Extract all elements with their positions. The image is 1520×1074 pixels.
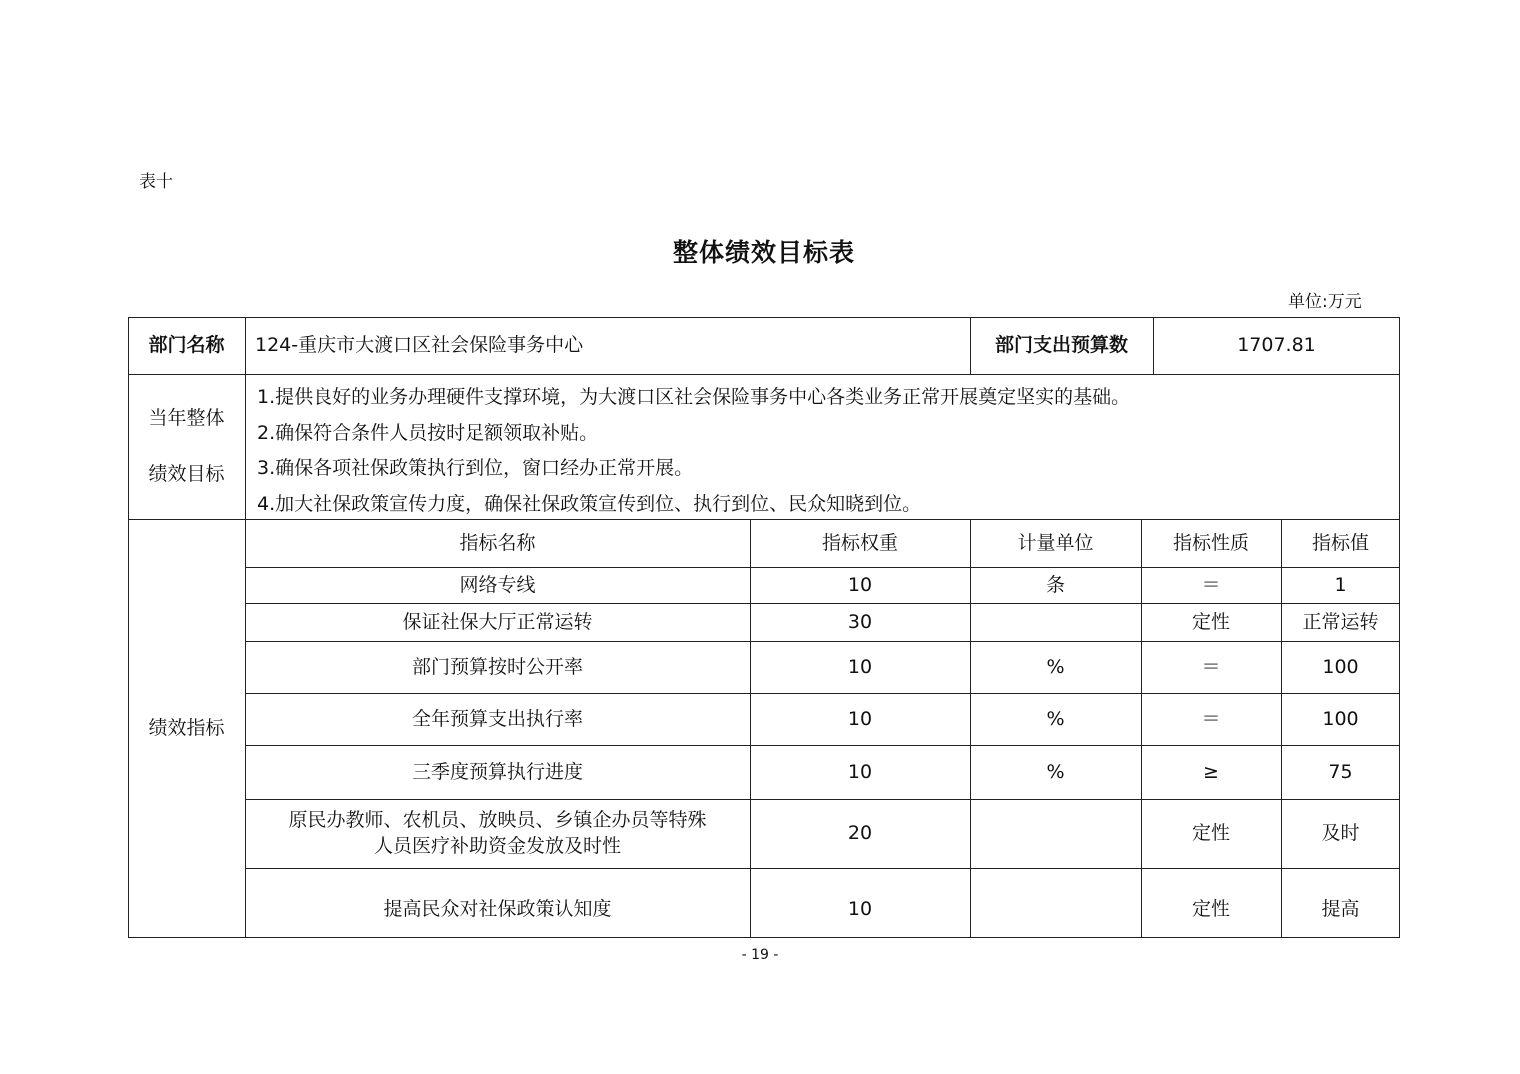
indicator-unit: % [1046,760,1065,783]
budget-value: 1707.81 [1237,334,1316,357]
indicator-weight: 10 [847,760,873,783]
indicator-unit [970,603,1141,641]
indicator-value: 75 [1328,760,1353,783]
dept-name-label: 部门名称 [148,334,225,357]
indicator-name: 三季度预算执行进度 [411,760,583,783]
column-header-weight: 指标权重 [821,531,898,554]
indicator-unit: % [1046,707,1065,730]
goal-item: 2.确保符合条件人员按时足额领取补贴。 [257,421,599,444]
column-header-name: 指标名称 [459,531,536,554]
goals-list [257,380,1387,522]
indicator-nature: 定性 [1191,822,1230,845]
column-header-nature: 指标性质 [1172,531,1249,554]
indicator-weight: 30 [847,610,873,633]
indicator-name-line2: 人员医疗补助资金发放及时性 [373,834,621,857]
indicator-name: 全年预算支出执行率 [411,707,583,730]
indicator-name-line1: 原民办教师、农机员、放映员、乡镇企办员等特殊 [288,808,707,831]
indicator-nature: ＝ [1201,655,1221,678]
indicator-name: 保证社保大厅正常运转 [402,610,593,633]
indicator-value: 及时 [1321,822,1360,845]
indicator-value: 100 [1322,707,1359,730]
unit-label: 单位:万元 [1288,292,1362,312]
column-header-unit: 计量单位 [1017,531,1094,554]
indicator-nature: ≥ [1203,760,1219,783]
page-number: - 19 - [741,947,779,963]
indicator-weight: 10 [847,573,873,596]
budget-label: 部门支出预算数 [994,334,1128,357]
indicator-value: 提高 [1321,897,1360,920]
table-label: 表十 [139,172,173,192]
dept-name-value: 124-重庆市大渡口区社会保险事务中心 [255,334,584,357]
indicator-weight: 20 [847,822,873,845]
indicator-weight: 10 [847,897,873,920]
indicator-name [245,799,750,868]
indicator-nature: ＝ [1201,573,1221,596]
indicators-label: 绩效指标 [148,717,225,740]
goal-item: 1.提供良好的业务办理硬件支撑环境，为大渡口区社会保险事务中心各类业务正常开展奠定坚实的基础。 [257,386,1131,408]
indicator-weight: 10 [847,655,873,678]
indicator-nature: ＝ [1201,707,1221,730]
indicator-value: 100 [1322,655,1359,678]
goals-label [128,374,245,519]
indicator-value: 1 [1334,573,1347,596]
indicator-value: 正常运转 [1302,610,1379,633]
indicator-weight: 10 [847,707,873,730]
goals-label-line2: 绩效目标 [148,462,225,485]
indicator-unit [970,799,1141,868]
indicator-unit: % [1046,655,1065,678]
indicator-nature: 定性 [1191,610,1230,633]
goal-item: 3.确保各项社保政策执行到位，窗口经办正常开展。 [257,457,694,479]
page-title: 整体绩效目标表 [672,238,855,267]
indicator-name: 部门预算按时公开率 [411,655,583,678]
column-header-value: 指标值 [1311,531,1369,554]
indicator-nature: 定性 [1191,897,1230,920]
goals-label-line1: 当年整体 [148,407,225,430]
goal-item: 4.加大社保政策宣传力度，确保社保政策宣传到位、执行到位、民众知晓到位。 [257,492,922,515]
indicator-unit [970,868,1141,938]
indicator-unit: 条 [1045,573,1065,596]
indicator-name: 提高民众对社保政策认知度 [383,897,612,920]
indicator-name: 网络专线 [459,573,536,596]
